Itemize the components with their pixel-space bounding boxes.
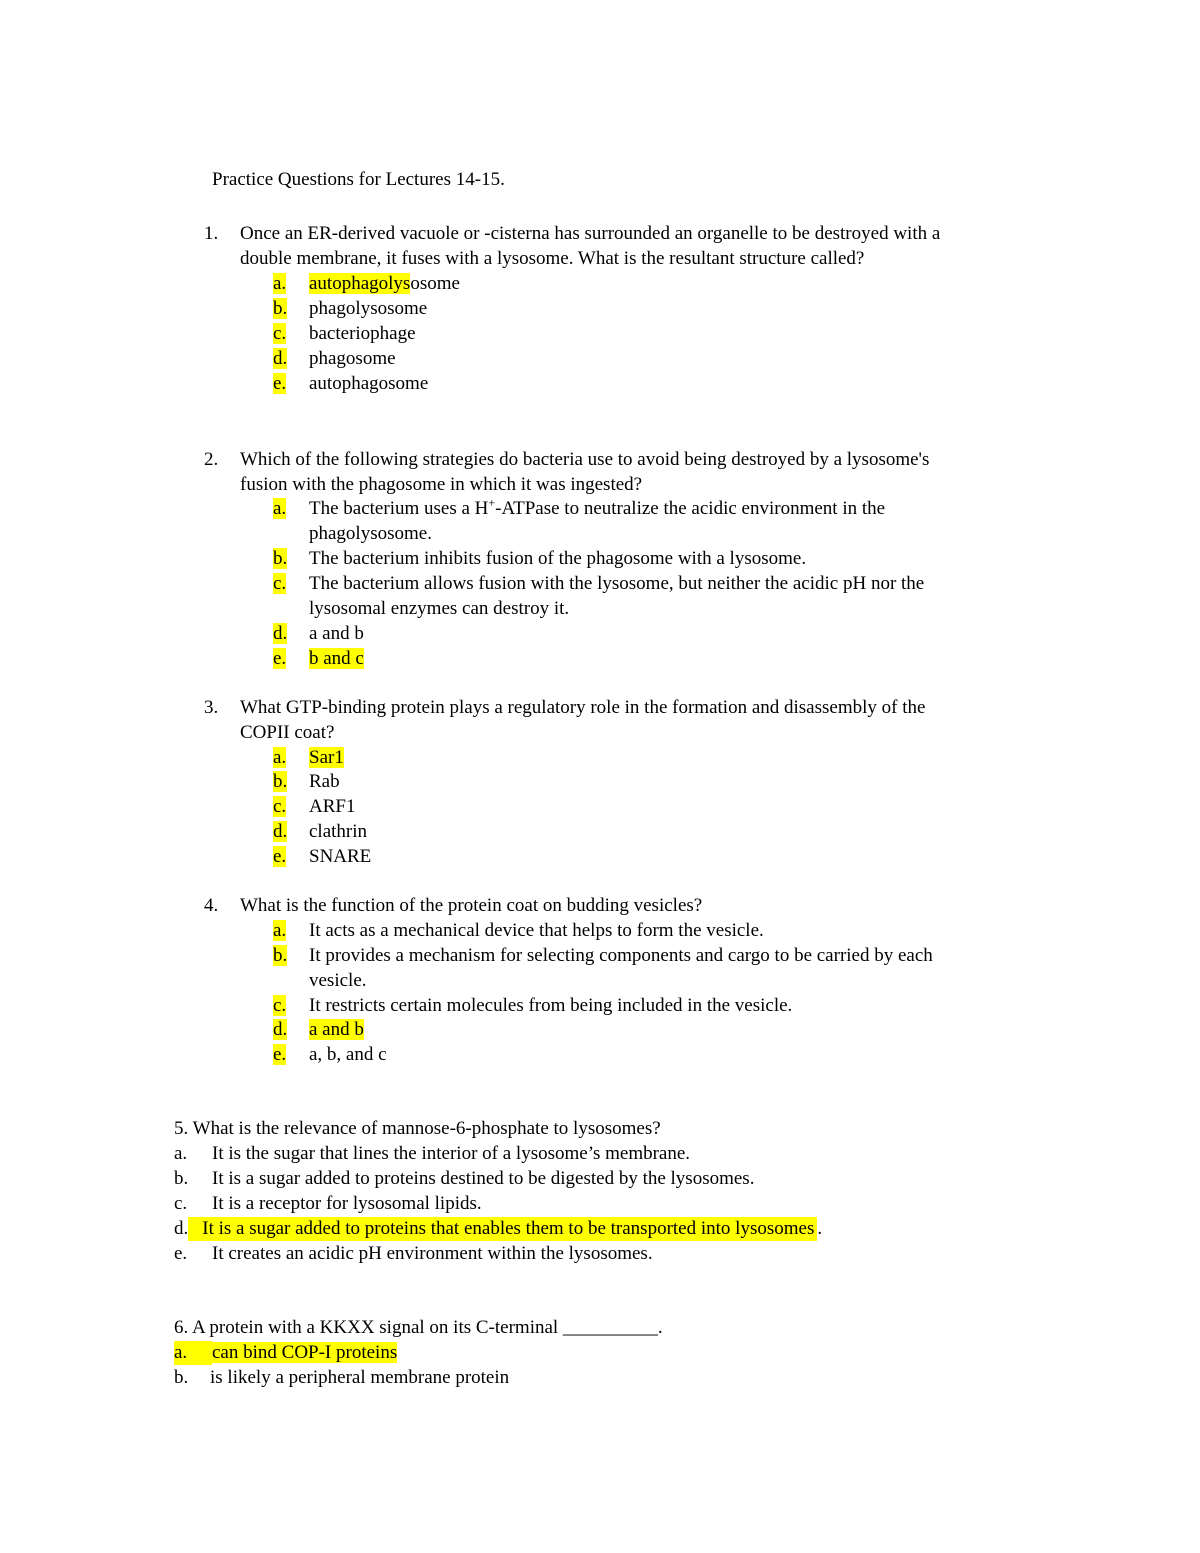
question-text: What is the function of the protein coat on budding vesicles? <box>240 895 703 916</box>
option-letter: b. <box>174 1168 189 1189</box>
question-text: Which of the following strategies do bacteria use to avoid being destroyed by a lysosome's <box>240 449 930 470</box>
question-number: 1. <box>204 223 219 244</box>
option-text: It provides a mechanism for selecting components and cargo to be carried by each <box>309 945 933 966</box>
question-text: COPII coat? <box>240 722 335 743</box>
option-text: The bacterium allows fusion with the lysosome, but neither the acidic pH nor the <box>309 573 925 594</box>
option-letter: e. <box>273 373 287 394</box>
option-letter: c. <box>273 323 287 344</box>
option-text: phagolysosome <box>309 298 428 319</box>
question-text: double membrane, it fuses with a lysosome. What is the resultant structure called? <box>240 248 865 269</box>
option-text: a and b <box>309 1019 364 1040</box>
question-number: 2. <box>204 449 219 470</box>
option-letter: e. <box>174 1243 188 1264</box>
option-text: SNARE <box>309 846 372 867</box>
option-text: The bacterium inhibits fusion of the phagosome with a lysosome. <box>309 548 807 569</box>
option-letter: d. <box>273 1019 288 1040</box>
question-text: 5. What is the relevance of mannose-6-phosphate to lysosomes? <box>174 1118 661 1139</box>
option-text: ARF1 <box>309 796 356 817</box>
option-letter: d. <box>273 348 288 369</box>
question-number: 4. <box>204 895 219 916</box>
option-letter: c. <box>174 1193 188 1214</box>
option-text: Rab <box>309 771 340 792</box>
option-text: clathrin <box>309 821 368 842</box>
option-text: phagosome <box>309 348 396 369</box>
option-text-continued: phagolysosome. <box>309 523 432 544</box>
question-text: Once an ER-derived vacuole or -cisterna has surrounded an organelle to be destroyed with a <box>240 223 941 244</box>
option-letter: b. <box>273 298 288 319</box>
option-text: a, b, and c <box>309 1044 387 1065</box>
option-text: It creates an acidic pH environment within the lysosomes. <box>212 1243 653 1264</box>
option-letter: e. <box>273 846 287 867</box>
page-title: Practice Questions for Lectures 14-15. <box>212 169 505 190</box>
option-letter: c. <box>273 995 287 1016</box>
option-letter: a. <box>174 1143 188 1164</box>
option-letter: a. <box>273 498 287 519</box>
question-text: 6. A protein with a KKXX signal on its C-terminal __________. <box>174 1317 663 1338</box>
option-letter: e. <box>273 1044 287 1065</box>
question-number: 3. <box>204 697 219 718</box>
question-text: fusion with the phagosome in which it was ingested? <box>240 474 643 495</box>
option-text-continued: lysosomal enzymes can destroy it. <box>309 598 570 619</box>
option-letter: d. <box>273 821 288 842</box>
option-text: It is the sugar that lines the interior of a lysosome’s membrane. <box>212 1143 691 1164</box>
option-text: is likely a peripheral membrane protein <box>210 1367 510 1388</box>
option-text: Sar1 <box>309 747 344 768</box>
option-letter: a. <box>273 747 287 768</box>
answer-line: a. can bind COP-I proteins <box>174 1342 398 1363</box>
option-letter: e. <box>273 648 287 669</box>
option-text: It is a receptor for lysosomal lipids. <box>212 1193 482 1214</box>
question-text: What GTP-binding protein plays a regulatory role in the formation and disassembly of the <box>240 697 926 718</box>
option-text: autophagolysosome <box>309 273 460 294</box>
option-text-continued: vesicle. <box>309 970 367 991</box>
option-text: bacteriophage <box>309 323 416 344</box>
option-letter: d. <box>273 623 288 644</box>
option-text: It is a sugar added to proteins destined to be digested by the lysosomes. <box>212 1168 755 1189</box>
option-text: b and c <box>309 648 364 669</box>
option-letter: b. <box>273 945 288 966</box>
option-letter: c. <box>273 796 287 817</box>
option-text: a and b <box>309 623 364 644</box>
answer-line: d. It is a sugar added to proteins that enables them to be transported into lysosomes . <box>174 1218 823 1239</box>
option-letter: b. <box>273 771 288 792</box>
option-text: It acts as a mechanical device that helps to form the vesicle. <box>309 920 764 941</box>
option-letter: c. <box>273 573 287 594</box>
option-letter: a. <box>273 273 287 294</box>
option-letter: a. <box>273 920 287 941</box>
option-text: The bacterium uses a H+-ATPase to neutralize the acidic environment in the <box>309 495 886 519</box>
option-text: autophagosome <box>309 373 429 394</box>
option-text: It restricts certain molecules from being included in the vesicle. <box>309 995 793 1016</box>
option-letter: b. <box>174 1367 189 1388</box>
option-letter: b. <box>273 548 288 569</box>
